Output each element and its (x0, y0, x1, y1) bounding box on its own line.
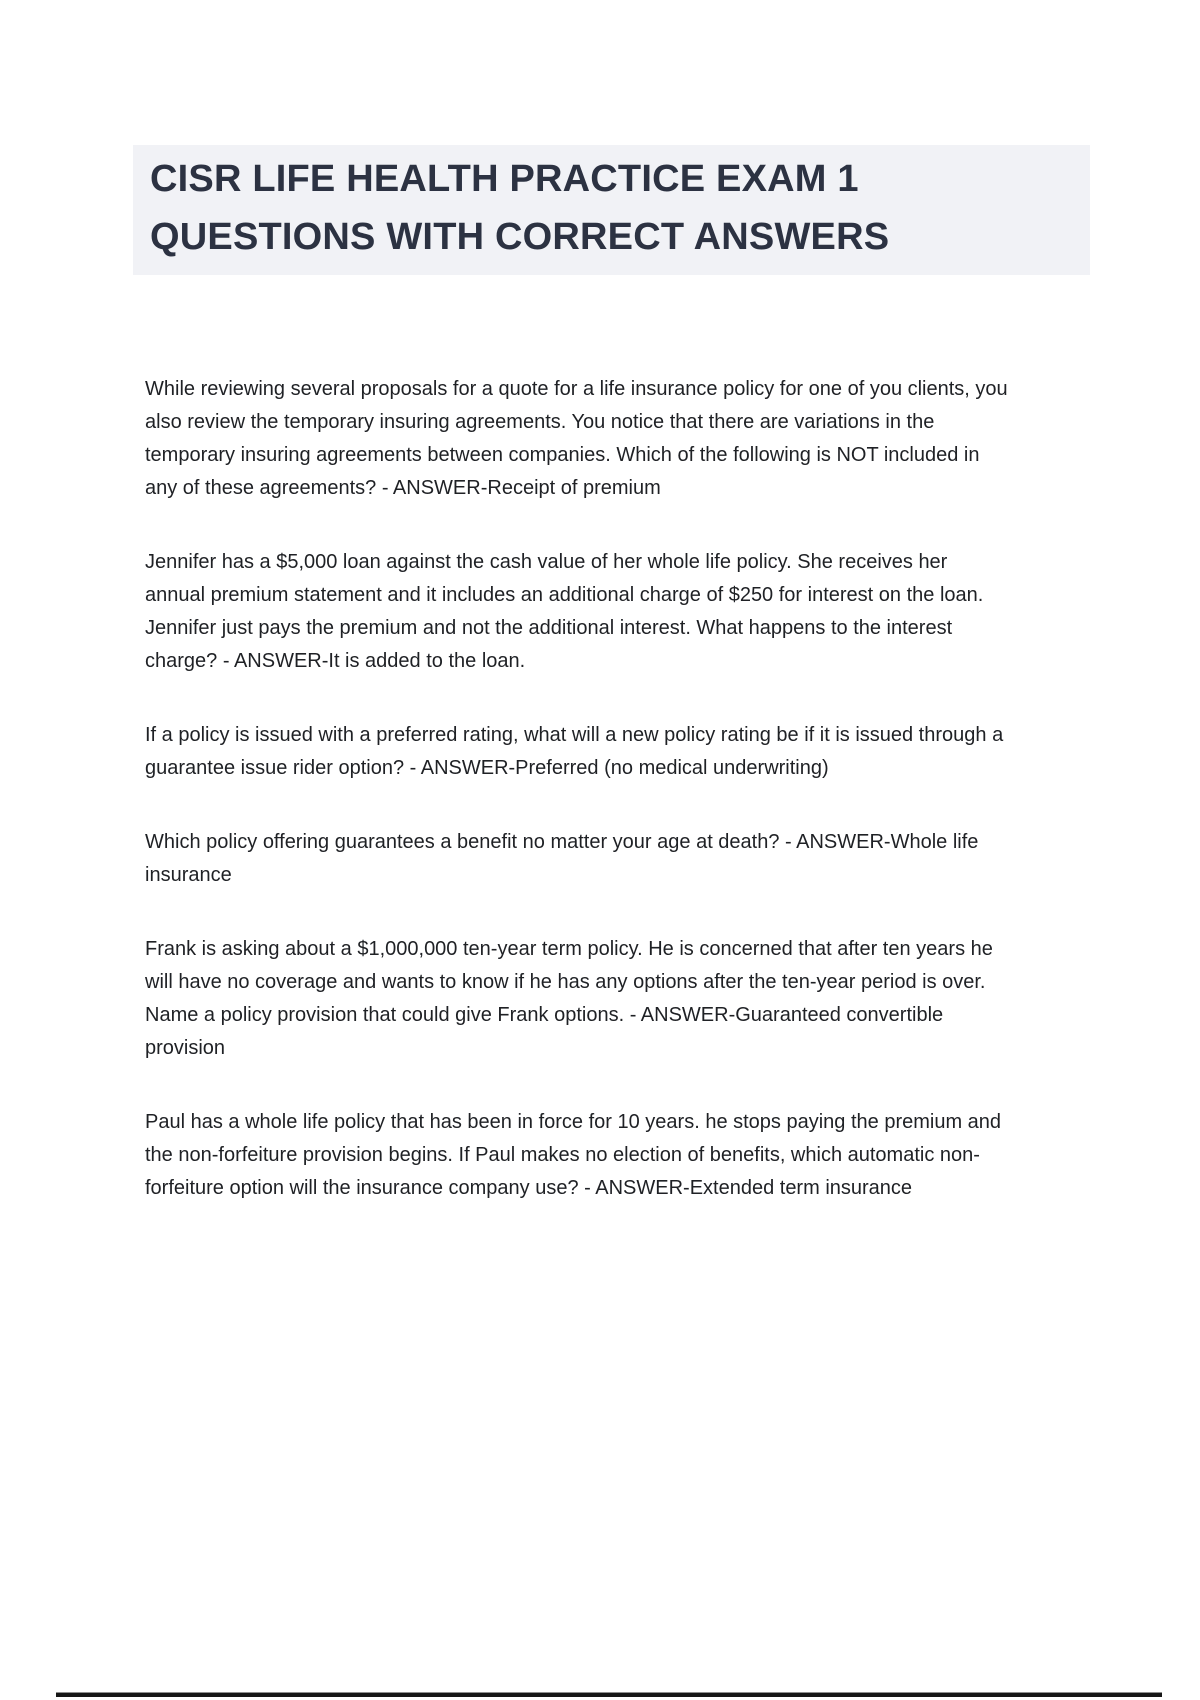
page-title-line-2: QUESTIONS WITH CORRECT ANSWERS (150, 216, 890, 258)
page-title (133, 145, 1090, 275)
qa-paragraph: Jennifer has a $5,000 loan against the cash value of her whole life policy. She receives her annual premium statement and it includes an additional charge of $250 for interest on the loan. Jennifer just pays the premium and not the additional interest. What happens to the interest charge? - ANSWER-It is added to the loan. (145, 551, 984, 672)
qa-paragraph: Frank is asking about a $1,000,000 ten-year term policy. He is concerned that after ten years he will have no coverage and wants to know if he has any options after the ten-year period is over. Name a policy provision that could give Frank options. - ANSWER-Guaranteed convertible provision (145, 938, 993, 1059)
qa-paragraph: Paul has a whole life policy that has been in force for 10 years. he stops paying the premium and the non-forfeiture provision begins. If Paul makes no election of benefits, which automatic non-forfeiture option will the insurance company use? - ANSWER-Extended term insurance (145, 1111, 1002, 1199)
qa-paragraph: If a policy is issued with a preferred rating, what will a new policy rating be if it is issued through a guarantee issue rider option? - ANSWER-Preferred (no medical underwriting) (145, 724, 1004, 779)
qa-paragraph: While reviewing several proposals for a quote for a life insurance policy for one of you clients, you also review the temporary insuring agreements. You notice that there are variations in the temporary insuring agreements between companies. Which of the following is NOT included in any of these agreements? - ANSWER-Receipt of premium (145, 378, 1008, 499)
question-answer-list (145, 373, 1011, 1246)
page-title-line-1: CISR LIFE HEALTH PRACTICE EXAM 1 (150, 158, 859, 200)
qa-paragraph: Which policy offering guarantees a benefit no matter your age at death? - ANSWER-Whole life insurance (145, 831, 979, 886)
page-bottom-rule (56, 1692, 1162, 1697)
